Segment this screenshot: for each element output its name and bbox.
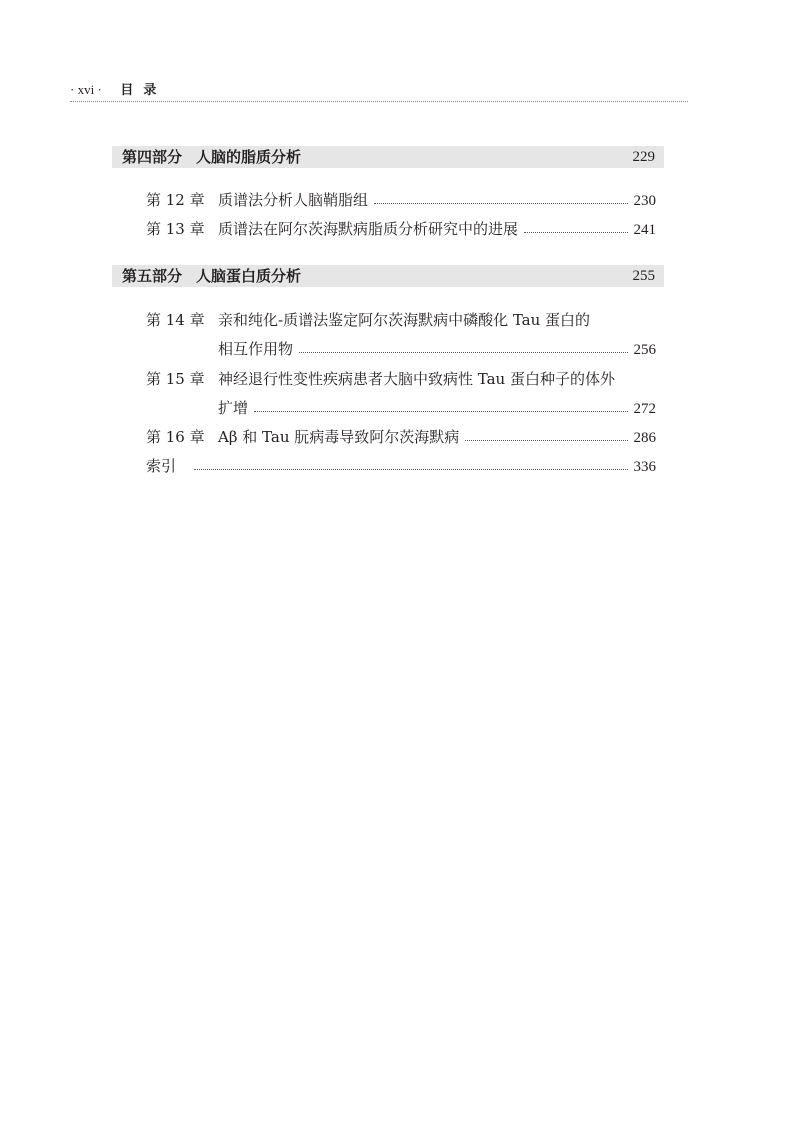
page-number: · xvi · bbox=[70, 82, 102, 97]
part-label: 第五部分 bbox=[122, 267, 183, 285]
part-title: 人脑的脂质分析 bbox=[196, 148, 302, 166]
toc-entry-chapter-14-continued[interactable] bbox=[218, 337, 656, 361]
running-head bbox=[70, 80, 688, 100]
dot-leader bbox=[524, 232, 627, 233]
dot-leader bbox=[194, 469, 627, 470]
dot-leader bbox=[465, 440, 627, 441]
toc-entry-chapter-13[interactable] bbox=[146, 217, 656, 241]
chapter-number: 第 15 章 bbox=[146, 370, 205, 388]
toc-entry-chapter-15[interactable] bbox=[146, 367, 656, 391]
running-head-title: 目录 bbox=[120, 83, 167, 98]
chapter-page-number: 230 bbox=[633, 193, 656, 209]
chapter-page-number: 256 bbox=[633, 342, 656, 358]
chapter-title-line-1: 神经退行性变性疾病患者大脑中致病性 Tau 蛋白种子的体外 bbox=[218, 370, 615, 388]
chapter-title-line-2: 相互作用物 bbox=[218, 340, 294, 358]
chapter-title: Aβ 和 Tau 朊病毒导致阿尔茨海默病 bbox=[218, 428, 460, 446]
chapter-number: 第 13 章 bbox=[146, 220, 205, 238]
chapter-page-number: 241 bbox=[633, 222, 656, 238]
chapter-title: 质谱法分析人脑鞘脂组 bbox=[218, 191, 369, 209]
part-page-number: 229 bbox=[632, 149, 655, 165]
chapter-page-number: 286 bbox=[633, 430, 656, 446]
chapter-page-number: 272 bbox=[633, 401, 656, 417]
part-page-number: 255 bbox=[632, 268, 655, 284]
toc-entry-index[interactable] bbox=[146, 454, 656, 478]
part-label: 第四部分 bbox=[122, 148, 183, 166]
index-page-number: 336 bbox=[633, 459, 656, 475]
index-label: 索引 bbox=[146, 457, 177, 475]
toc-entry-chapter-12[interactable] bbox=[146, 188, 656, 212]
part-heading bbox=[112, 265, 664, 287]
toc-entry-chapter-14[interactable] bbox=[146, 308, 656, 332]
chapter-number: 第 14 章 bbox=[146, 311, 205, 329]
dot-leader bbox=[374, 203, 627, 204]
header-rule bbox=[70, 101, 688, 102]
dot-leader bbox=[254, 411, 627, 412]
chapter-title-line-2: 扩增 bbox=[218, 399, 249, 417]
chapter-title: 质谱法在阿尔茨海默病脂质分析研究中的进展 bbox=[218, 220, 519, 238]
part-heading bbox=[112, 146, 664, 168]
toc-entry-chapter-16[interactable] bbox=[146, 425, 656, 449]
chapter-title-line-1: 亲和纯化-质谱法鉴定阿尔茨海默病中磷酸化 Tau 蛋白的 bbox=[218, 311, 591, 329]
chapter-number: 第 12 章 bbox=[146, 191, 205, 209]
chapter-number: 第 16 章 bbox=[146, 428, 205, 446]
toc-entry-chapter-15-continued[interactable] bbox=[218, 396, 656, 420]
part-title: 人脑蛋白质分析 bbox=[196, 267, 302, 285]
dot-leader bbox=[299, 352, 627, 353]
